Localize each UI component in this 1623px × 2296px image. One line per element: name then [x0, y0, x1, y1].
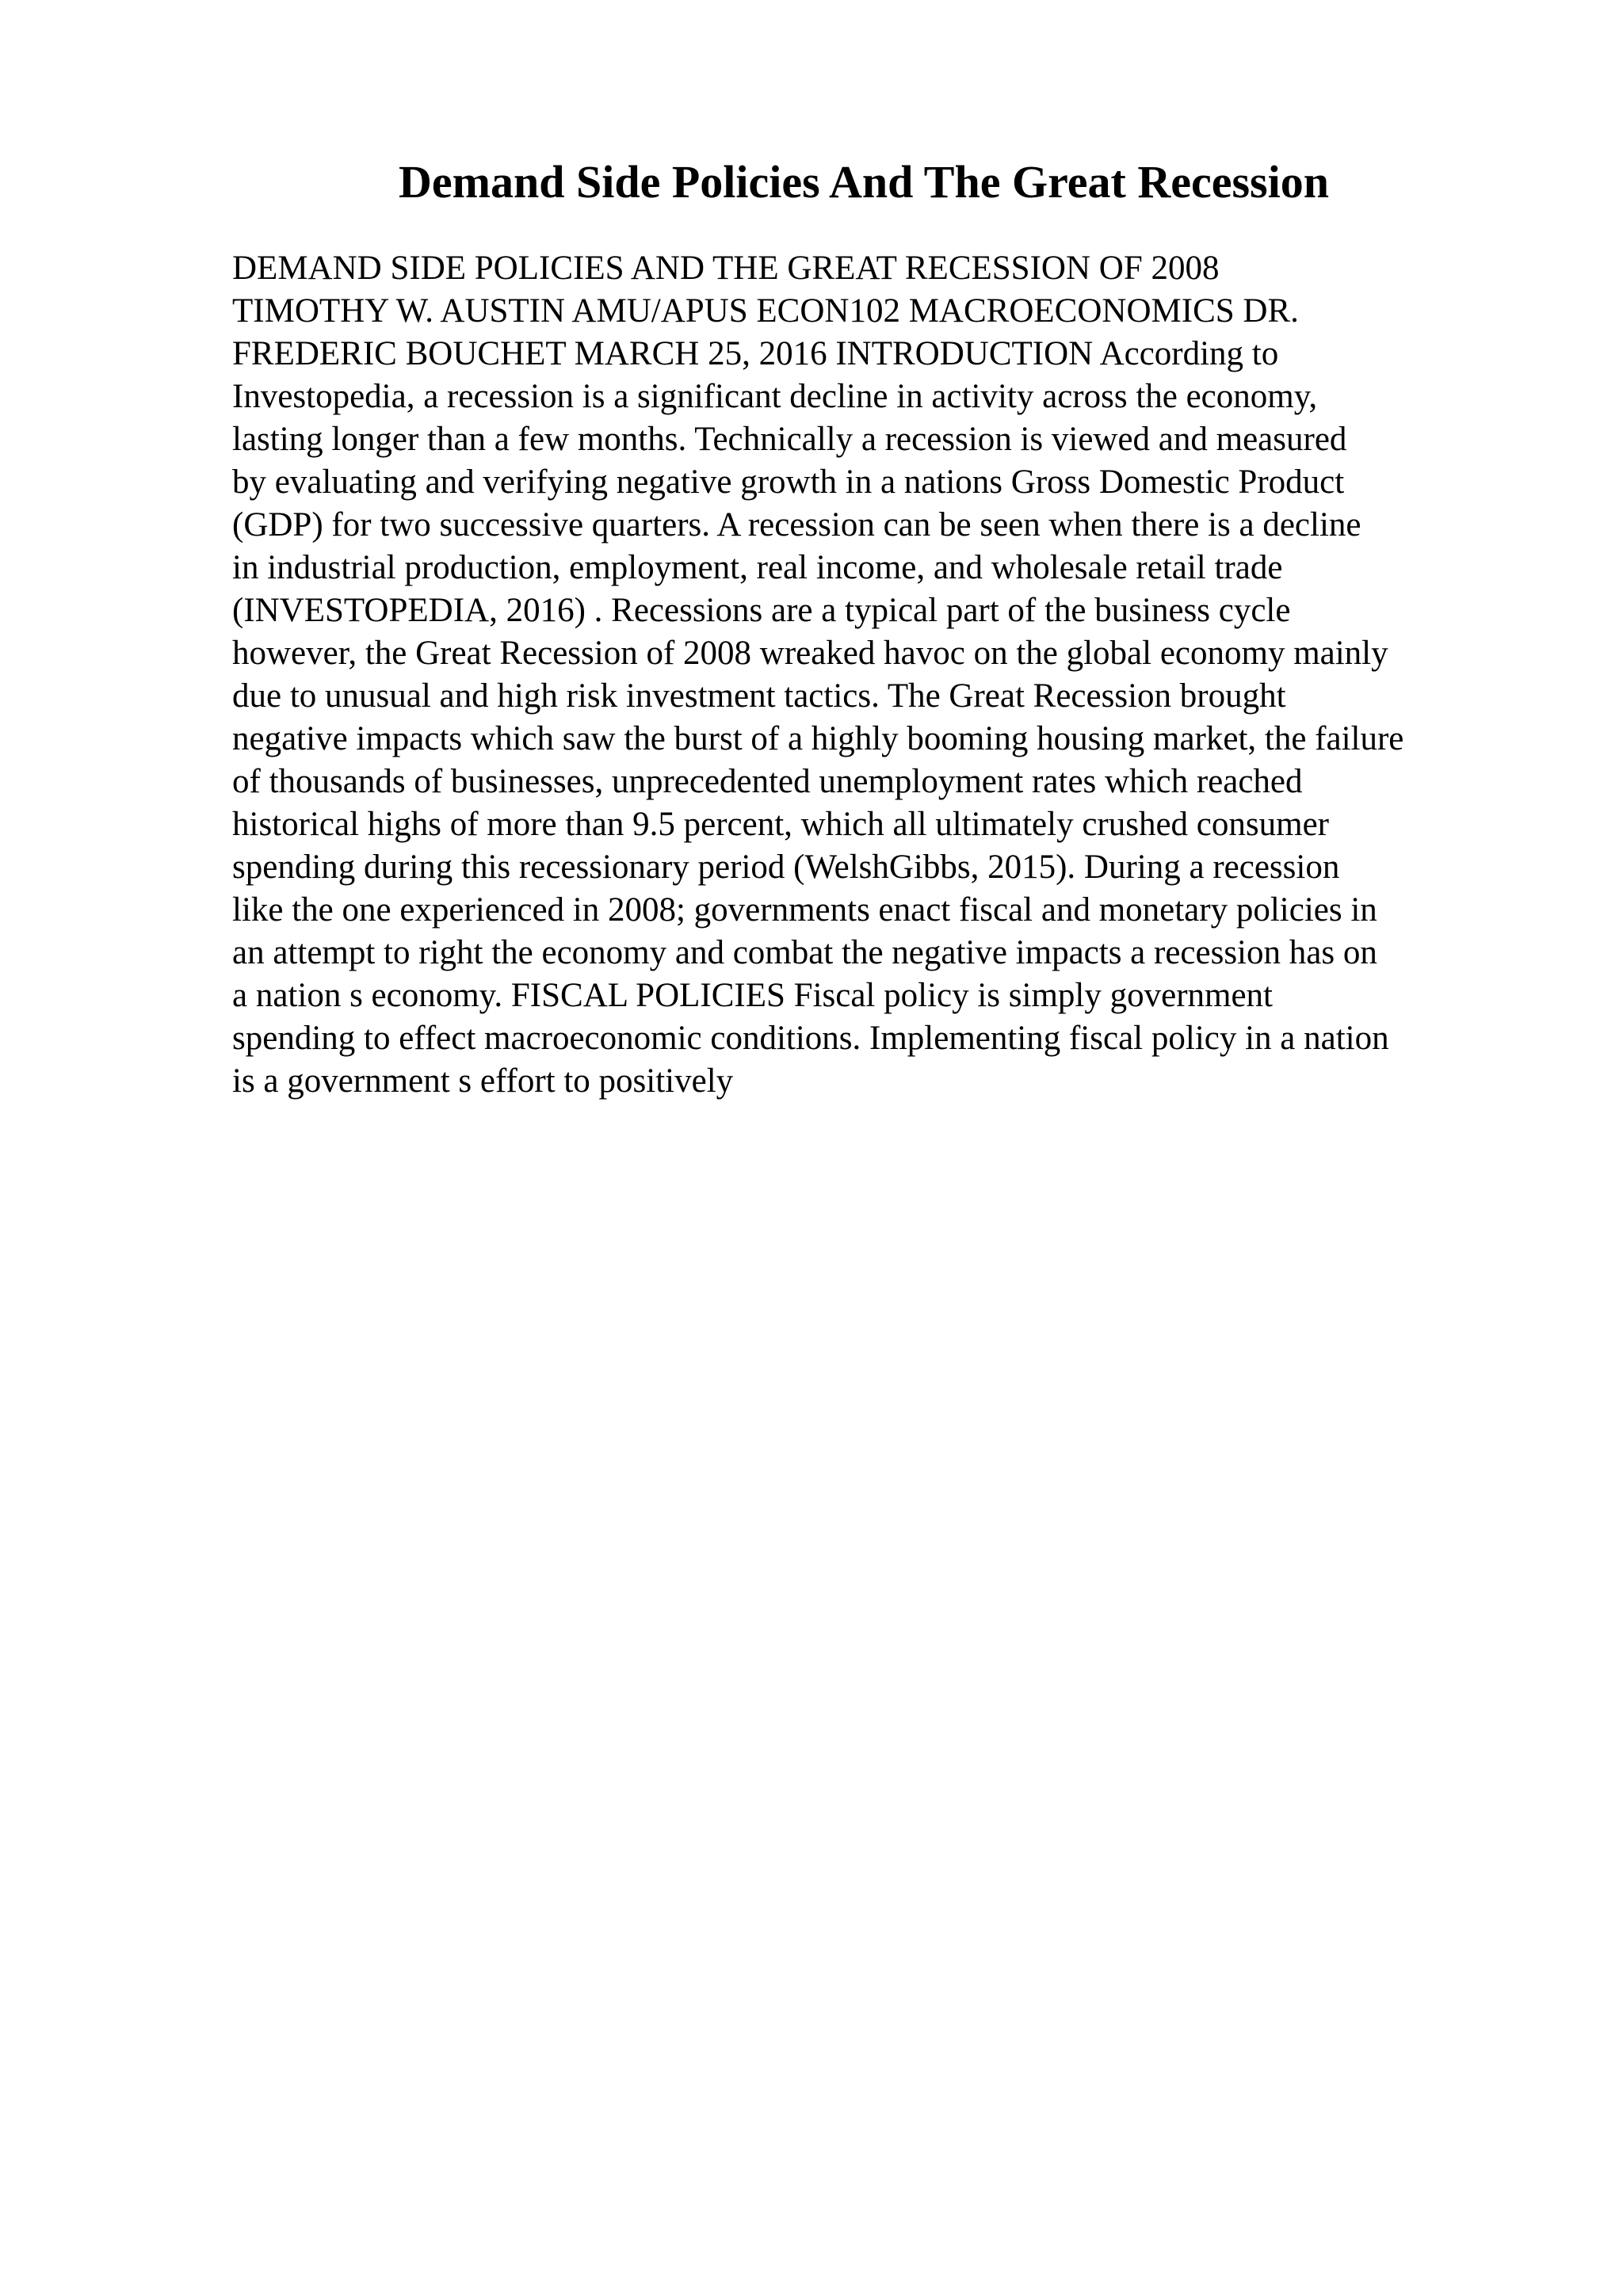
body-line: (INVESTOPEDIA, 2016) . Recessions are a typical part of the business cycle — [232, 592, 1291, 629]
body-line: spending during this recessionary period (WelshGibbs, 2015). During a recession — [232, 849, 1340, 886]
body-line: in industrial production, employment, real income, and wholesale retail trade — [232, 549, 1283, 586]
body-line: FREDERIC BOUCHET MARCH 25, 2016 INTRODUCTION According to — [232, 335, 1279, 372]
body-line: of thousands of businesses, unprecedented unemployment rates which reached — [232, 763, 1303, 800]
body-line: Investopedia, a recession is a significant decline in activity across the economy, — [232, 378, 1318, 415]
body-line: an attempt to right the economy and combat the negative impacts a recession has on — [232, 934, 1377, 971]
body-line: TIMOTHY W. AUSTIN AMU/APUS ECON102 MACROECONOMICS DR. — [232, 292, 1299, 330]
document-title: Demand Side Policies And The Great Recession — [399, 156, 1329, 208]
document-body — [232, 247, 1532, 1103]
body-line: (GDP) for two successive quarters. A recession can be seen when there is a decline — [232, 506, 1361, 543]
body-line: is a government s effort to positively — [232, 1062, 734, 1100]
body-line: a nation s economy. FISCAL POLICIES Fiscal policy is simply government — [232, 977, 1273, 1014]
body-line: however, the Great Recession of 2008 wreaked havoc on the global economy mainly — [232, 635, 1388, 672]
body-line: historical highs of more than 9.5 percent, which all ultimately crushed consumer — [232, 806, 1329, 843]
body-line: like the one experienced in 2008; governments enact fiscal and monetary policies in — [232, 891, 1377, 929]
body-line: spending to effect macroeconomic conditions. Implementing fiscal policy in a nation — [232, 1020, 1389, 1057]
body-line: by evaluating and verifying negative growth in a nations Gross Domestic Product — [232, 463, 1345, 501]
body-line: lasting longer than a few months. Technically a recession is viewed and measured — [232, 421, 1347, 458]
body-line: negative impacts which saw the burst of a highly booming housing market, the failure — [232, 720, 1404, 757]
body-line: DEMAND SIDE POLICIES AND THE GREAT RECESSION OF 2008 — [232, 250, 1220, 287]
body-line: due to unusual and high risk investment tactics. The Great Recession brought — [232, 677, 1286, 715]
